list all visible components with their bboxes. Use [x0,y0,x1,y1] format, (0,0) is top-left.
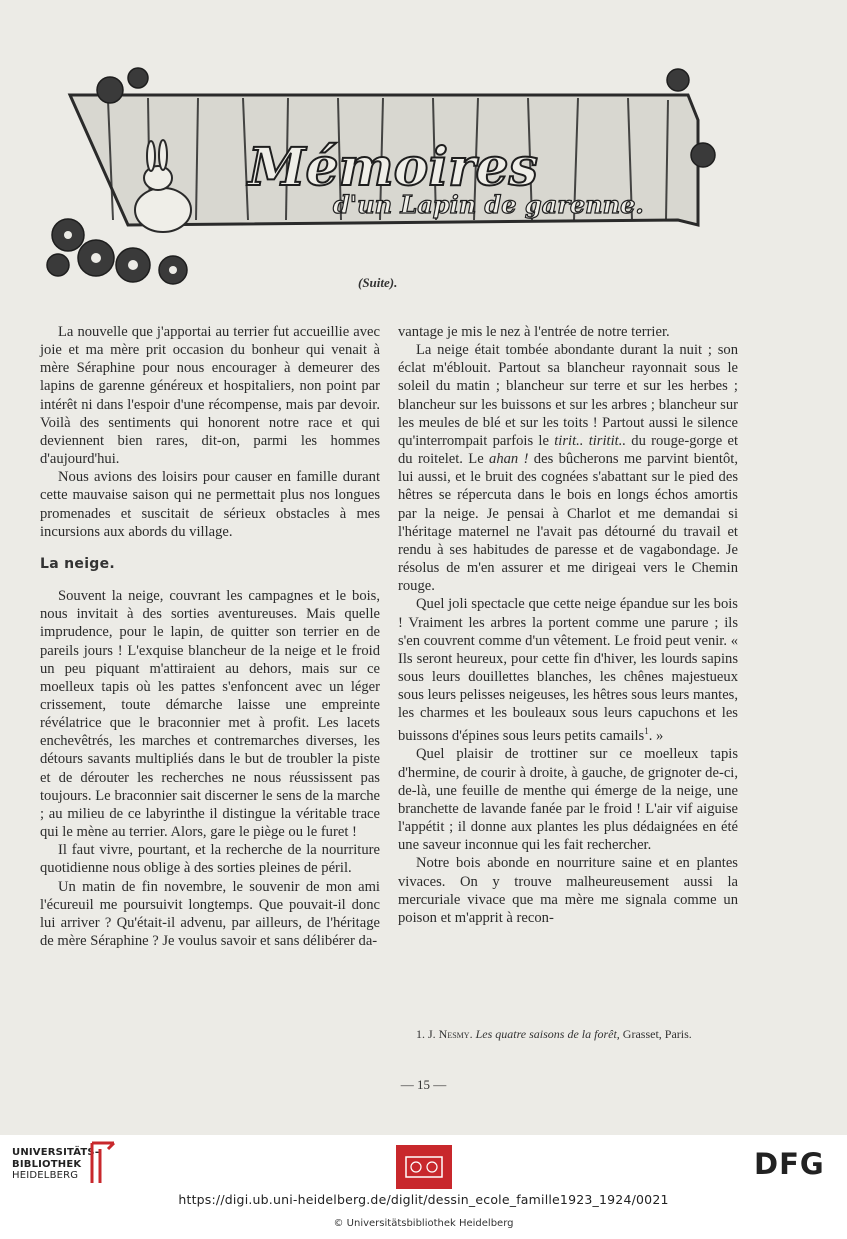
paragraph: Quel plaisir de trottiner sur ce moelleux tapis d'hermine, de courir à droite, à gauche, de grignoter de-ci, de-là, une feuille de menthe qui émerge de la neige, une branchette de lavande fanée par le froid ! L'air vif aiguise l'appétit ; il donne aux plantes les plus dédaignées en été une saveur inconnue qui les fait rechercher. [398,746,738,854]
paragraph: Souvent la neige, couvrant les campagnes et le bois, nous invitait à des sorties aventureuses. Mais quelle imprudence, pour le lapin, de quitter son terrier en de pareils jours ! L'exquise blancheur de la neige et le froid un peu piquant m'attiraient au dehors, mais sur ce moelleux tapis où les pattes s'enfoncent avec un léger crissement, toute démarche laisse une empreinte révélatrice que le braconnier met à profit. Les lacets enchevêtrés, les marches et contremarches diverses, les détours savants multipliés dans le but de troubler la piste et de dérouter les recherches ne nous réussissent pas toujours. Le braconnier sait discerner le sens de la marche ; au milieu de ce labyrinthe il distingue la véritable trace qui le mène au terrier. Alors, gare le piège ou le furet ! [40,588,380,841]
left-column [40,323,380,950]
footnote-ref: 1 [644,726,649,737]
header-illustration [38,60,718,295]
viewer-footer [0,1135,847,1239]
page-number: — 15 — [400,1077,447,1092]
section-heading: La neige. [40,555,116,572]
header-title: Mémoires [248,137,538,198]
copyright-notice: © Universitätsbibliothek Heidelberg [333,1218,514,1229]
paragraph: La neige était tombée abondante durant la nuit ; son éclat m'éblouit. Partout sa blancheur rayonnait sous le soleil du matin ; blancheur sur terre et sur les herbes ; blancheur sur les buissons et sur les arbres ; blancheur sur les meules de blé et sur les toits ! Partout aussi le silence qu'interrompait parfois le tirit.. tiritit.. du rouge-gorge et du roitelet. Le ahan ! des bûcherons me parvint bientôt, lui aussi, et le bruit des cognées s'abattant sur le pied des hêtres se répercuta dans le bois en longs échos amortis par la neige. Je pensai à Charlot et me demandai si l'héritage maternel ne l'avait pas détourné du travail et rendu à ses habitudes de paresse et de vagabondage. Je résolus de m'en assurer et me dirigeai vers le Chemin rouge. [398,342,739,595]
project-logo-icon [396,1145,452,1189]
paragraph: Nous avions des loisirs pour causer en famille durant cette mauvaise saison qui ne permettait plus nos longues promenades et suscitait de sérieux obstacles à mes incursions aux abords du village. [40,469,380,540]
library-mark-icon [86,1139,120,1185]
permalink[interactable]: https://digi.ub.uni-heidelberg.de/diglit/dessin_ecole_famille1923_1924/0021 [178,1192,669,1207]
paragraph: Notre bois abonde en nourriture saine et en plantes vivaces. On y trouve malheureusement aussi la mercuriale vivace que ma mère me signala comme un poison et m'apprit à recon- [398,855,738,926]
dfg-logo[interactable]: DFG [754,1147,825,1181]
footnote: 1. J. Nesmy. Les quatre saisons de la forêt, Grasset, Paris. [416,1027,692,1041]
header-subtitle: d'un Lapin de garenne. [333,190,644,219]
paragraph: Un matin de fin novembre, le souvenir de mon ami l'écureuil me poursuivit longtemps. Que pouvait-il donc lui arriver ? Qu'était-il advenu, par ailleurs, de l'héritage de mère Séraphine ? Je voulus savoir et sans délibérer da- [40,878,380,949]
paragraph: Quel joli spectacle que cette neige épandue sur les bois ! Vraiment les arbres la portent comme une parure ; ils s'en couvrent comme d'un vêtement. Le froid peut venir. « Ils seront heureux, pour cette fin d'hiver, les lourds sapins sous leurs douillettes blanches, les chênes majestueux sous leurs pelisses neigeuses, les hêtres sous leurs mantes, les charmes et les bouleaux sous leurs capuchons et les buissons d'épines sous leurs petits camails$^1$. » [398,596,738,745]
right-column [398,323,738,927]
paragraph: La nouvelle que j'apportai au terrier fut accueillie avec joie et ma mère prit occasion du bonheur qui venait à mère Séraphine pour nous encourager à demeurer des lapins de garenne généreux et hospitaliers, non point par intérêt ni dans l'espoir d'une récompense, mais par devoir. Voilà des sentiments qui honorent notre race et qui deviennent bien rares, dit-on, parmi les hommes d'aujourd'hui. [40,324,380,468]
paragraph: Il faut vivre, pourtant, et la recherche de la nourriture quotidienne nous oblige à des sorties pleines de péril. [40,842,380,877]
library-logo[interactable]: UNIVERSITÄTS- BIBLIOTHEK HEIDELBERG [12,1147,100,1181]
paragraph: vantage je mis le nez à l'entrée de notre terrier. [398,324,670,340]
suite-label: (Suite). [358,275,398,290]
